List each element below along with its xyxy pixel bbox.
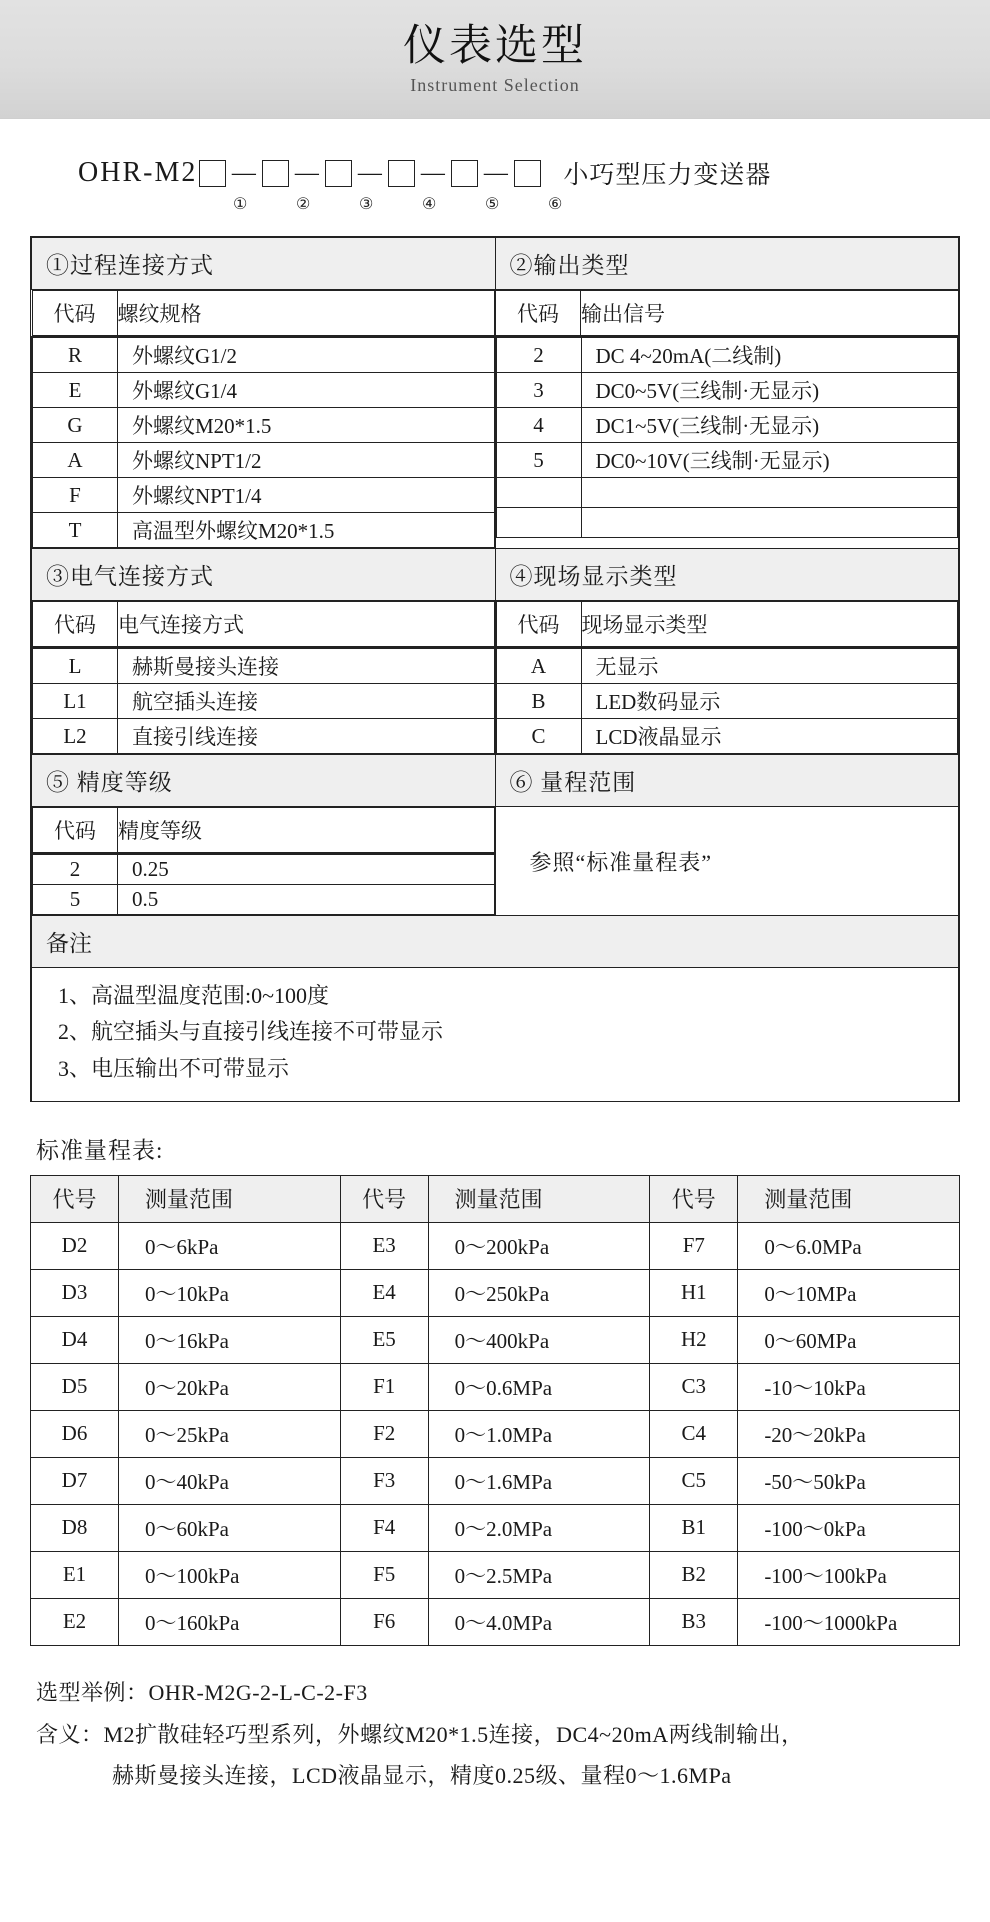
std-r6-c3: C5 xyxy=(650,1457,738,1504)
table-row xyxy=(33,443,495,478)
std-r9-c1: E2 xyxy=(31,1598,119,1645)
example-line-2: 含义：M2扩散硅轻巧型系列，外螺纹M20*1.5连接，DC4~20mA两线制输出， xyxy=(36,1721,804,1747)
s1-code-4: A xyxy=(33,443,118,478)
model-index-5: ⑤ xyxy=(485,196,500,213)
std-r4-c1: D5 xyxy=(31,1363,119,1410)
std-r1-c1: D2 xyxy=(31,1222,119,1269)
s1-code-1: R xyxy=(33,338,118,373)
page-banner xyxy=(0,0,990,119)
table-row xyxy=(31,1222,960,1269)
s2-val-1: DC 4~20mA(二线制) xyxy=(581,338,958,373)
standard-range-title: 标准量程表: xyxy=(36,1137,164,1163)
notes-body xyxy=(32,968,959,1102)
s3-val-3: 直接引线连接 xyxy=(118,719,495,754)
section-2-head-cell xyxy=(495,290,959,337)
section-4-col-head-value: 现场显示类型 xyxy=(581,602,958,647)
s3-code-3: L2 xyxy=(33,719,118,754)
s2-code-2: 3 xyxy=(496,373,581,408)
s1-val-4: 外螺纹NPT1/2 xyxy=(118,443,495,478)
std-r8-c3: B2 xyxy=(650,1551,738,1598)
s2-code-1: 2 xyxy=(496,338,581,373)
section-title-1: ①过程连接方式 xyxy=(32,238,496,290)
table-row xyxy=(33,338,495,373)
s1-code-5: F xyxy=(33,478,118,513)
note-item-1: 1、高温型温度范围:0~100度 xyxy=(58,983,330,1008)
std-r1-v2: 0～200kPa xyxy=(428,1222,650,1269)
std-r5-v3: -20～20kPa xyxy=(738,1410,960,1457)
section-5-col-head-value: 精度等级 xyxy=(118,808,495,853)
table-row xyxy=(496,684,958,719)
std-r6-v1: 0～40kPa xyxy=(119,1457,341,1504)
s5-val-2: 0.5 xyxy=(118,885,495,915)
table-row xyxy=(31,1551,960,1598)
std-r8-c2: F5 xyxy=(340,1551,428,1598)
s5-code-2: 5 xyxy=(33,885,118,915)
section-5-body xyxy=(32,854,496,916)
std-r3-v1: 0～16kPa xyxy=(119,1316,341,1363)
s3-code-2: L1 xyxy=(33,684,118,719)
table-row-spacer xyxy=(496,508,958,538)
section-4-body xyxy=(495,648,959,755)
model-index-1: ① xyxy=(233,196,248,213)
s4-val-3: LCD液晶显示 xyxy=(581,719,958,754)
section-3-body xyxy=(32,648,496,755)
s3-code-1: L xyxy=(33,649,118,684)
std-r2-c2: E4 xyxy=(340,1269,428,1316)
section-3-head-cell xyxy=(32,601,496,648)
s2-code-4: 5 xyxy=(496,443,581,478)
section-5-head-cell xyxy=(32,807,496,854)
std-r2-v2: 0～250kPa xyxy=(428,1269,650,1316)
specification-table xyxy=(30,236,960,1102)
s2-val-3: DC1~5V(三线制·无显示) xyxy=(581,408,958,443)
section-6-body: 参照“标准量程表” xyxy=(495,807,959,916)
std-r6-v3: -50～50kPa xyxy=(738,1457,960,1504)
std-r5-c1: D6 xyxy=(31,1410,119,1457)
table-row-spacer xyxy=(496,478,958,508)
std-r3-c1: D4 xyxy=(31,1316,119,1363)
notes-title: 备注 xyxy=(32,916,959,968)
code-box-5[interactable] xyxy=(451,160,478,187)
example-line-3: 赫斯曼接头连接，LCD液晶显示，精度0.25级、量程0～1.6MPa xyxy=(112,1763,732,1789)
section-1-head-cell xyxy=(32,290,496,337)
model-index-row xyxy=(78,194,990,214)
code-box-6[interactable] xyxy=(514,160,541,187)
s2-val-2: DC0~5V(三线制·无显示) xyxy=(581,373,958,408)
std-head-code-2: 代号 xyxy=(340,1175,428,1222)
section-header-row-2 xyxy=(32,549,959,601)
std-r4-v3: -10～10kPa xyxy=(738,1363,960,1410)
std-r5-c3: C4 xyxy=(650,1410,738,1457)
section-1-body xyxy=(32,337,496,549)
model-index-4: ④ xyxy=(422,196,437,213)
section-2-col-head-value: 输出信号 xyxy=(581,291,959,336)
column-header-row-3 xyxy=(32,807,959,854)
s1-val-1: 外螺纹G1/2 xyxy=(118,338,495,373)
std-r2-v1: 0～10kPa xyxy=(119,1269,341,1316)
selection-example xyxy=(36,1672,990,1797)
section-header-row-3 xyxy=(32,755,959,807)
table-row xyxy=(33,408,495,443)
std-r2-c3: H1 xyxy=(650,1269,738,1316)
model-index-3: ③ xyxy=(359,196,374,213)
standard-range-table xyxy=(30,1175,960,1646)
std-r3-v3: 0～60MPa xyxy=(738,1316,960,1363)
section-body-row-1 xyxy=(32,337,959,549)
s1-code-2: E xyxy=(33,373,118,408)
std-r7-v3: -100～0kPa xyxy=(738,1504,960,1551)
s1-val-2: 外螺纹G1/4 xyxy=(118,373,495,408)
table-row xyxy=(33,373,495,408)
table-row xyxy=(31,1598,960,1645)
s5-code-1: 2 xyxy=(33,855,118,885)
std-r6-v2: 0～1.6MPa xyxy=(428,1457,650,1504)
example-line-1: 选型举例：OHR-M2G-2-L-C-2-F3 xyxy=(36,1679,368,1705)
table-row xyxy=(496,719,958,754)
note-item-3: 3、电压输出不可带显示 xyxy=(58,1055,290,1081)
s4-val-1: 无显示 xyxy=(581,649,958,684)
section-title-6: ⑥ 量程范围 xyxy=(495,755,959,807)
std-head-range-1: 测量范围 xyxy=(119,1175,341,1222)
table-row xyxy=(33,513,495,548)
model-index-6: ⑥ xyxy=(548,196,563,213)
std-r3-v2: 0～400kPa xyxy=(428,1316,650,1363)
std-r7-c2: F4 xyxy=(340,1504,428,1551)
model-code-area xyxy=(0,155,990,214)
table-row xyxy=(31,1269,960,1316)
section-title-4: ④现场显示类型 xyxy=(495,549,959,601)
std-r9-c2: F6 xyxy=(340,1598,428,1645)
section-1-col-head-value: 螺纹规格 xyxy=(117,291,495,336)
s3-val-1: 赫斯曼接头连接 xyxy=(118,649,495,684)
s1-code-3: G xyxy=(33,408,118,443)
s1-val-6: 高温型外螺纹M20*1.5 xyxy=(118,513,495,548)
s1-val-5: 外螺纹NPT1/4 xyxy=(118,478,495,513)
std-r3-c2: E5 xyxy=(340,1316,428,1363)
std-r5-v2: 0～1.0MPa xyxy=(428,1410,650,1457)
page-title: 仪表选型 xyxy=(403,22,587,70)
std-r8-v1: 0～100kPa xyxy=(119,1551,341,1598)
table-row xyxy=(33,855,495,885)
column-header-row-1 xyxy=(32,290,959,337)
std-r8-c1: E1 xyxy=(31,1551,119,1598)
std-header-row xyxy=(31,1175,960,1222)
std-r9-c3: B3 xyxy=(650,1598,738,1645)
dash-1: — xyxy=(231,159,257,186)
table-row xyxy=(496,338,958,373)
dash-4: — xyxy=(420,159,446,186)
table-row xyxy=(33,478,495,513)
note-item-2: 2、航空插头与直接引线连接不可带显示 xyxy=(58,1019,444,1045)
std-r2-c1: D3 xyxy=(31,1269,119,1316)
section-title-2: ②输出类型 xyxy=(495,238,959,290)
table-row xyxy=(33,719,495,754)
section-3-col-head-code: 代码 xyxy=(33,602,118,647)
table-row xyxy=(496,649,958,684)
s4-val-2: LED数码显示 xyxy=(581,684,958,719)
std-head-code-3: 代号 xyxy=(650,1175,738,1222)
std-r5-v1: 0～25kPa xyxy=(119,1410,341,1457)
table-row xyxy=(33,684,495,719)
std-r2-v3: 0～10MPa xyxy=(738,1269,960,1316)
table-row xyxy=(33,885,495,915)
std-r7-v2: 0～2.0MPa xyxy=(428,1504,650,1551)
std-r4-v1: 0～20kPa xyxy=(119,1363,341,1410)
std-r3-c3: H2 xyxy=(650,1316,738,1363)
std-head-code-1: 代号 xyxy=(31,1175,119,1222)
section-2-body xyxy=(495,337,959,549)
s5-val-1: 0.25 xyxy=(118,855,495,885)
std-r1-v3: 0～6.0MPa xyxy=(738,1222,960,1269)
std-r4-v2: 0～0.6MPa xyxy=(428,1363,650,1410)
std-r5-c2: F2 xyxy=(340,1410,428,1457)
section-4-col-head-code: 代码 xyxy=(496,602,581,647)
std-r6-c2: F3 xyxy=(340,1457,428,1504)
section-title-5: ⑤ 精度等级 xyxy=(32,755,496,807)
table-row xyxy=(496,408,958,443)
code-box-3[interactable] xyxy=(325,160,352,187)
std-r7-c3: B1 xyxy=(650,1504,738,1551)
table-row xyxy=(496,373,958,408)
std-r1-c3: F7 xyxy=(650,1222,738,1269)
code-box-4[interactable] xyxy=(388,160,415,187)
notes-header-row xyxy=(32,916,959,968)
section-2-col-head-code: 代码 xyxy=(496,291,581,336)
std-r8-v3: -100～100kPa xyxy=(738,1551,960,1598)
std-r9-v1: 0～160kPa xyxy=(119,1598,341,1645)
std-r4-c3: C3 xyxy=(650,1363,738,1410)
section-1-col-head-code: 代码 xyxy=(32,291,117,336)
std-r8-v2: 0～2.5MPa xyxy=(428,1551,650,1598)
section-title-3: ③电气连接方式 xyxy=(32,549,496,601)
s2-code-3: 4 xyxy=(496,408,581,443)
model-prefix: OHR-M2 xyxy=(78,157,198,188)
table-row xyxy=(31,1504,960,1551)
dash-3: — xyxy=(357,159,383,186)
table-row xyxy=(31,1457,960,1504)
s4-code-1: A xyxy=(496,649,581,684)
dash-2: — xyxy=(294,159,320,186)
std-r6-c1: D7 xyxy=(31,1457,119,1504)
model-index-2: ② xyxy=(296,196,311,213)
column-header-row-2 xyxy=(32,601,959,648)
s4-code-2: B xyxy=(496,684,581,719)
std-r1-v1: 0～6kPa xyxy=(119,1222,341,1269)
model-description: 小巧型压力变送器 xyxy=(563,162,772,189)
table-row xyxy=(31,1363,960,1410)
table-row xyxy=(31,1316,960,1363)
s2-val-4: DC0~10V(三线制·无显示) xyxy=(581,443,958,478)
table-row xyxy=(33,649,495,684)
s3-val-2: 航空插头连接 xyxy=(118,684,495,719)
notes-body-row xyxy=(32,968,959,1102)
std-head-range-2: 测量范围 xyxy=(428,1175,650,1222)
dash-5: — xyxy=(483,159,509,186)
section-3-col-head-value: 电气连接方式 xyxy=(118,602,495,647)
std-r9-v2: 0～4.0MPa xyxy=(428,1598,650,1645)
std-r4-c2: F1 xyxy=(340,1363,428,1410)
std-r9-v3: -100～1000kPa xyxy=(738,1598,960,1645)
std-head-range-3: 测量范围 xyxy=(738,1175,960,1222)
s4-code-3: C xyxy=(496,719,581,754)
table-row xyxy=(31,1410,960,1457)
page-subtitle: Instrument Selection xyxy=(410,75,580,96)
std-r7-c1: D8 xyxy=(31,1504,119,1551)
table-row xyxy=(496,443,958,478)
model-code-line xyxy=(78,155,990,191)
section-5-col-head-code: 代码 xyxy=(33,808,118,853)
code-box-1[interactable] xyxy=(199,160,226,187)
section-body-row-2 xyxy=(32,648,959,755)
s1-val-3: 外螺纹M20*1.5 xyxy=(118,408,495,443)
std-r1-c2: E3 xyxy=(340,1222,428,1269)
code-box-2[interactable] xyxy=(262,160,289,187)
s1-code-6: T xyxy=(33,513,118,548)
std-r7-v1: 0～60kPa xyxy=(119,1504,341,1551)
section-4-head-cell xyxy=(495,601,959,648)
section-header-row-1 xyxy=(32,238,959,290)
